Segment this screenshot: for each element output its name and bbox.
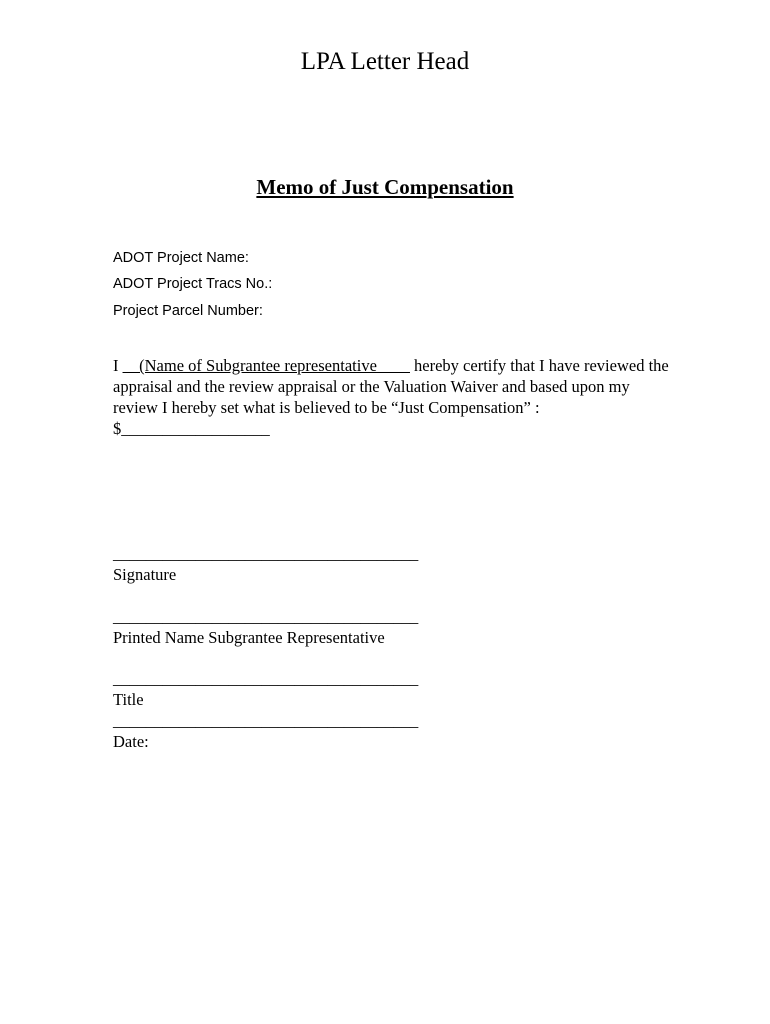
printed-name-block [113,606,418,648]
certification-paragraph [113,355,673,439]
date-line: _____________________________________ [113,711,419,730]
project-name-label: ADOT Project Name: [113,250,249,266]
signature-block [113,543,418,585]
printed-name-line: _____________________________________ [113,607,419,626]
memo-title: Memo of Just Compensation [256,175,514,199]
project-tracs-label: ADOT Project Tracs No.: [113,276,273,292]
signature-line: _____________________________________ [113,544,419,563]
date-label: Date: [113,732,149,751]
title-label: Title [113,690,144,709]
date-block [113,710,418,752]
representative-name-placeholder: __(Name of Subgrantee representative____ [122,356,410,375]
title-block [113,668,418,710]
parcel-number-label: Project Parcel Number: [113,303,263,319]
printed-name-label: Printed Name Subgrantee Representative [113,628,385,647]
signature-label: Signature [113,565,177,584]
letterhead: LPA Letter Head [300,48,470,75]
certification-prefix: I [113,356,123,375]
title-line: _____________________________________ [113,669,419,688]
certification-body: hereby certify that I have reviewed the appraisal and the review appraisal or the Valuation Waiver and based upon my review I hereby set what is believed to be “Just Compensation” : $__________________ [113,356,669,438]
